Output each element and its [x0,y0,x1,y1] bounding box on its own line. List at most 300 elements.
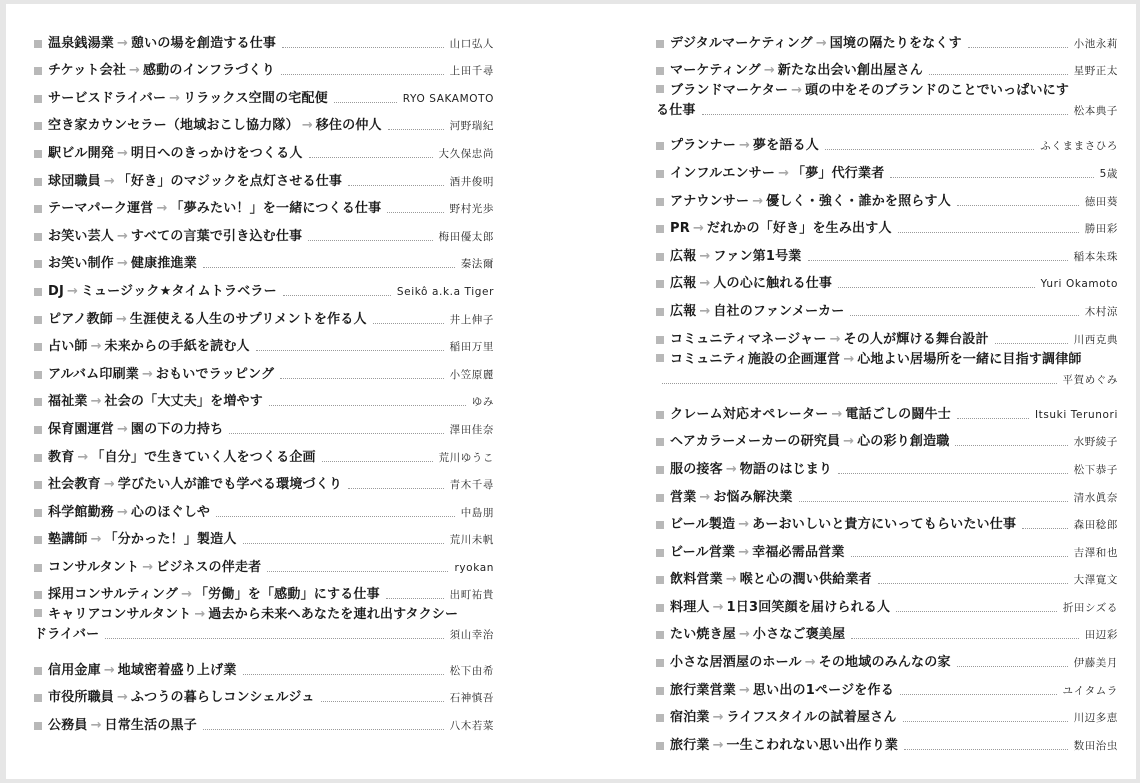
list-item [34,653,494,681]
job-title: 服の接客 [670,461,723,477]
job-title: 広報 [670,276,697,292]
entry-second-line [34,625,494,645]
list-item [656,350,1118,390]
person-name: 小池永莉 [1073,37,1118,50]
list-item [656,618,1118,646]
arrow-icon: → [752,193,764,209]
job-description: 明日へのきっかけをつくる人 [130,145,303,161]
arrow-icon: → [117,421,128,437]
entry-first-line [656,350,1118,370]
job-title: ブランドマーケター [670,83,789,99]
bullet-square-icon [34,426,42,434]
arrow-icon: → [692,221,704,237]
job-title: 保育園運営 [48,421,115,437]
list-item [656,452,1118,480]
arrow-icon: → [156,201,168,217]
job-description: リラックス空間の宅配便 [183,90,328,106]
bullet-square-icon [656,40,664,48]
person-name: 上田千尋 [449,65,494,78]
list-item [656,267,1118,295]
arrow-icon: → [117,690,128,706]
list-item [34,550,494,578]
document-page [6,4,1136,779]
list-item [34,109,494,137]
dotted-leader [838,287,1034,288]
job-title: 温泉銭湯業 [48,35,115,51]
arrow-icon: → [739,627,750,643]
bullet-square-icon [656,67,664,75]
dotted-leader [281,74,444,75]
job-description: 電話ごしの闘牛士 [845,406,951,422]
bullet-square-icon [656,411,664,419]
person-name: 清水眞奈 [1073,491,1118,504]
person-name: 野村光歩 [449,203,494,216]
job-description: 小さなご褒美屋 [752,627,846,643]
person-name: 川西克典 [1073,333,1118,346]
job-description: 「好き」のマジックを点灯させる仕事 [117,173,343,189]
dotted-leader [890,177,1093,178]
arrow-icon: → [103,662,115,678]
bullet-square-icon [34,591,42,599]
arrow-icon: → [712,737,724,753]
arrow-icon: → [115,311,127,327]
job-description: その地域のみんなの家 [818,655,951,671]
job-title: 駅ビル開発 [48,145,115,161]
bullet-square-icon [34,122,42,130]
list-item [34,578,494,606]
dotted-leader [267,571,448,572]
person-name: 石神慎吾 [449,692,494,705]
job-title: 科学館勤務 [48,504,115,520]
person-name: 荒川ゆうこ [438,451,494,464]
arrow-icon: → [90,717,102,733]
dotted-leader [282,47,443,48]
person-name: 川辺多恵 [1073,712,1118,725]
dotted-leader [904,749,1067,750]
person-name: 八木若菜 [449,719,494,732]
bullet-square-icon [656,466,664,474]
person-name: 松本典子 [1073,105,1118,118]
job-description: 物語のはじまり [739,461,833,477]
dotted-leader [995,343,1068,344]
person-name: 木村涼 [1084,305,1118,318]
bullet-square-icon [656,336,664,344]
job-description: 「夢みたい！」を一緒につくる仕事 [170,201,382,217]
job-title: お笑い芸人 [48,228,115,244]
list-item [656,397,1118,425]
job-description: 心地よい居場所を一緒に目指す調律師 [857,351,1082,367]
person-name: 5歳 [1099,167,1118,180]
job-title: 営業 [670,489,697,505]
job-description: 一生こわれない思い出作り業 [726,737,899,753]
bullet-square-icon [34,233,42,241]
bullet-square-icon [34,454,42,462]
arrow-icon: → [117,228,128,244]
job-description: 新たな出会い創出屋さん [777,63,923,79]
bullet-square-icon [34,536,42,544]
bullet-square-icon [656,85,664,93]
job-description: 健康推進業 [130,256,197,272]
list-item [656,480,1118,508]
job-title: 料理人 [670,599,710,615]
person-name: 徳田葵 [1084,195,1118,208]
job-description: おもいでラッピング [155,366,275,382]
dotted-leader [256,350,444,351]
arrow-icon: → [103,173,115,189]
person-name: 山口弘人 [449,37,494,50]
job-title: 旅行業営業 [670,682,737,698]
job-description: 未来からの手紙を読む人 [104,339,250,355]
list-item [34,708,494,736]
arrow-icon: → [103,477,115,493]
job-title: ビール営業 [670,544,736,560]
list-item [34,26,494,54]
list-item [34,136,494,164]
arrow-icon: → [169,90,181,106]
dotted-leader [229,433,443,434]
arrow-icon: → [90,394,102,410]
dotted-leader [957,205,1079,206]
arrow-icon: → [90,532,102,548]
dotted-leader [283,295,391,296]
bullet-square-icon [656,253,664,261]
dotted-leader [850,315,1078,316]
job-description: 過去から未来へあなたを連れ出すタクシー [208,607,459,623]
dotted-leader [838,473,1067,474]
bullet-square-icon [34,509,42,517]
person-name: 数田治虫 [1073,739,1118,752]
person-name: 小笠原麗 [449,368,494,381]
dotted-leader [662,383,1057,384]
dotted-leader [957,666,1068,667]
job-title: 飲料営業 [670,572,723,588]
job-title: 占い師 [48,339,88,355]
job-description: 日常生活の黒子 [104,717,197,733]
list-item [34,219,494,247]
list-item [34,81,494,109]
job-description: 国境の隔たりをなくす [829,35,962,51]
bullet-square-icon [34,722,42,730]
bullet-square-icon [656,631,664,639]
arrow-icon: → [831,406,843,422]
job-description: 園の下の力持ち [130,421,224,437]
list-item [656,425,1118,453]
list-item [656,322,1118,350]
job-description: ファン第1号業 [713,248,802,264]
bullet-square-icon [656,354,664,362]
bullet-square-icon [656,604,664,612]
dotted-leader [203,729,444,730]
job-title: 旅行業 [670,737,710,753]
bullet-square-icon [34,205,42,213]
list-item [656,590,1118,618]
job-title: 社会教育 [48,477,101,493]
arrow-icon: → [778,165,789,181]
list-item [34,495,494,523]
bullet-square-icon [656,714,664,722]
person-name: RYO SAKAMOTO [402,92,494,105]
dotted-leader [386,598,444,599]
arrow-icon: → [117,35,128,51]
job-description: 心の彩り創造職 [857,434,950,450]
bullet-square-icon [34,481,42,489]
list-item [34,192,494,220]
bullet-square-icon [656,225,664,233]
dotted-leader [896,611,1057,612]
entry-second-line [656,101,1118,121]
dotted-leader [900,694,1057,695]
arrow-icon: → [67,283,78,299]
list-item [34,274,494,302]
bullet-square-icon [34,316,42,324]
job-description: 「自分」で生きていく人をつくる企画 [91,449,316,465]
job-title: キャリアコンサルタント [48,607,192,623]
bullet-square-icon [656,549,664,557]
job-title: サービスドライバー [48,90,167,106]
job-description: 地域密着盛り上げ業 [117,662,237,678]
entry-first-line [656,81,1118,101]
person-name: 稲本朱珠 [1073,250,1118,263]
job-description: 移住の仲人 [315,118,382,134]
list-item [34,440,494,468]
person-name: 梅田優太郎 [438,230,494,243]
bullet-square-icon [656,576,664,584]
job-description: 人の心に触れる仕事 [713,276,833,292]
bullet-square-icon [656,687,664,695]
dotted-leader [903,721,1068,722]
bullet-square-icon [656,742,664,750]
arrow-icon: → [129,63,140,79]
arrow-icon: → [194,607,206,623]
job-title: 福祉業 [48,394,88,410]
person-name: 勝田彩 [1084,223,1118,236]
job-description: 感動のインフラづくり [142,63,275,79]
person-name: Seikô a.k.a Tiger [396,285,494,298]
dotted-leader [851,556,1068,557]
dotted-leader [955,445,1067,446]
list-item [656,54,1118,82]
dotted-leader [825,149,1034,150]
list-item [656,26,1118,54]
dotted-leader [321,701,444,702]
job-title: たい焼き屋 [670,627,737,643]
job-title: 市役所職員 [48,690,115,706]
job-title: インフルエンサー [670,165,776,181]
right-column [656,26,1118,756]
job-description: ビジネスの伴走者 [156,559,262,575]
dotted-leader [851,638,1078,639]
job-description: ふつうの暮らしコンシェルジュ [130,690,315,706]
dotted-leader [243,674,444,675]
list-item [656,294,1118,322]
bullet-square-icon [34,95,42,103]
job-title: 小さな居酒屋のホール [670,655,802,671]
list-item [656,563,1118,591]
arrow-icon: → [829,331,841,347]
dotted-leader [309,157,433,158]
bullet-square-icon [34,564,42,572]
person-name: Itsuki Terunori [1034,408,1118,421]
list-item [34,468,494,496]
person-name: ゆみ [471,396,494,409]
person-name: 大久保忠尚 [438,147,494,160]
arrow-icon: → [843,434,855,450]
person-name: 星野正太 [1073,65,1118,78]
arrow-icon: → [815,35,827,51]
dotted-leader [348,488,443,489]
job-title: アナウンサー [670,193,750,209]
list-item [656,645,1118,673]
person-name: 折田シズる [1062,601,1118,614]
list-item [34,164,494,192]
arrow-icon: → [712,599,724,615]
arrow-icon: → [725,572,737,588]
dotted-leader [929,74,1068,75]
arrow-icon: → [181,587,192,603]
job-title: 信用金庫 [48,662,101,678]
list-item [656,156,1118,184]
arrow-icon: → [699,303,711,319]
arrow-icon: → [90,339,102,355]
job-description: 社会の「大丈夫」を増やす [104,394,263,410]
job-title: プランナー [670,138,737,154]
person-name: 大澤寛文 [1073,574,1118,587]
dotted-leader [808,260,1068,261]
list-item [34,385,494,413]
job-description: その人が輝ける舞台設計 [843,331,989,347]
dotted-leader [269,405,466,406]
entry-second-line [656,370,1118,390]
dotted-leader [702,114,1068,115]
job-title: お笑い制作 [48,256,115,272]
job-title: PR [670,221,690,237]
list-item [34,357,494,385]
job-title: マーケティング [670,63,761,79]
job-title: 採用コンサルティング [48,587,179,603]
job-description: ライフスタイルの試着屋さん [726,710,897,726]
job-title: コンサルタント [48,559,140,575]
list-item [656,728,1118,756]
arrow-icon: → [843,351,855,367]
person-name: ryokan [454,561,494,574]
dotted-leader [373,323,444,324]
job-description: 幸福必需品営業 [752,544,845,560]
bullet-square-icon [656,521,664,529]
person-name: Yuri Okamoto [1040,278,1118,291]
person-name: 中島朋 [460,506,494,519]
job-title: 塾講師 [48,532,88,548]
bullet-square-icon [656,659,664,667]
job-title: チケット会社 [48,63,127,79]
left-column [34,26,494,736]
job-description: 優しく・強く・誰かを照らす人 [766,193,951,209]
job-title: コミュニティマネージャー [670,331,827,347]
job-description: 1日3回笑顔を届けられる人 [726,599,891,615]
person-name: 井上伸子 [449,313,494,326]
bullet-square-icon [34,667,42,675]
job-title: テーマパーク運営 [48,201,154,217]
person-name: 秦法爾 [460,258,494,271]
job-title: 宿泊業 [670,710,710,726]
bullet-square-icon [34,343,42,351]
dotted-leader [243,543,444,544]
job-title: 広報 [670,248,697,264]
person-name: 松下由希 [449,664,494,677]
list-item [656,673,1118,701]
arrow-icon: → [699,489,711,505]
job-description-continued: る仕事 [656,103,696,119]
arrow-icon: → [738,517,750,533]
job-description: 心のほぐしや [130,504,211,520]
job-description: 自社のファンメーカー [713,303,845,319]
list-item [34,302,494,330]
dotted-leader [957,418,1029,419]
person-name: 平賀めぐみ [1062,373,1118,386]
bullet-square-icon [656,308,664,316]
bullet-square-icon [656,494,664,502]
list-item [34,681,494,709]
arrow-icon: → [738,544,750,560]
person-name: 伊藤美月 [1073,657,1118,670]
person-name: 河野瑞紀 [449,120,494,133]
job-description: だれかの「好き」を生み出す人 [706,221,892,237]
list-item [34,54,494,82]
bullet-square-icon [34,398,42,406]
job-description: すべての言葉で引き込む仕事 [130,228,303,244]
dotted-leader [799,501,1068,502]
list-item [34,247,494,275]
list-item [656,184,1118,212]
job-title: ピアノ教師 [48,311,113,327]
person-name: 青木千尋 [449,479,494,492]
job-description: 学びたい人が誰でも学べる環境づくり [117,477,343,493]
dotted-leader [322,461,433,462]
bullet-square-icon [656,438,664,446]
job-title: 公務員 [48,717,88,733]
arrow-icon: → [804,655,816,671]
arrow-icon: → [117,256,128,272]
person-name: 松下恭子 [1073,463,1118,476]
person-name: 水野綾子 [1073,436,1118,449]
arrow-icon: → [117,504,128,520]
arrow-icon: → [725,461,737,477]
job-title: DJ [48,283,65,299]
list-item [656,701,1118,729]
bullet-square-icon [656,198,664,206]
person-name: 荒川未帆 [449,534,494,547]
list-item [656,212,1118,240]
person-name: ユイタムラ [1062,684,1118,697]
person-name: 森田稔郎 [1073,519,1118,532]
dotted-leader [105,638,443,639]
dotted-leader [308,240,432,241]
job-description: 頭の中をそのブランドのことでいっぱいにす [805,83,1070,99]
job-description: 憩いの場を創造する仕事 [130,35,277,51]
bullet-square-icon [656,142,664,150]
job-description-continued: ドライバー [34,627,100,643]
person-name: 吉澤和也 [1073,546,1118,559]
list-item [656,81,1118,121]
dotted-leader [280,378,443,379]
job-description: あーおいしいと貴方にいってもらいたい仕事 [752,517,1017,533]
person-name: ふくままさひろ [1040,140,1118,153]
person-name: 酒井俊明 [449,175,494,188]
person-name: 田辺彩 [1084,629,1118,642]
job-description: 生涯使える人生のサプリメントを作る人 [129,311,367,327]
arrow-icon: → [763,63,775,79]
dotted-leader [388,129,444,130]
bullet-square-icon [34,288,42,296]
